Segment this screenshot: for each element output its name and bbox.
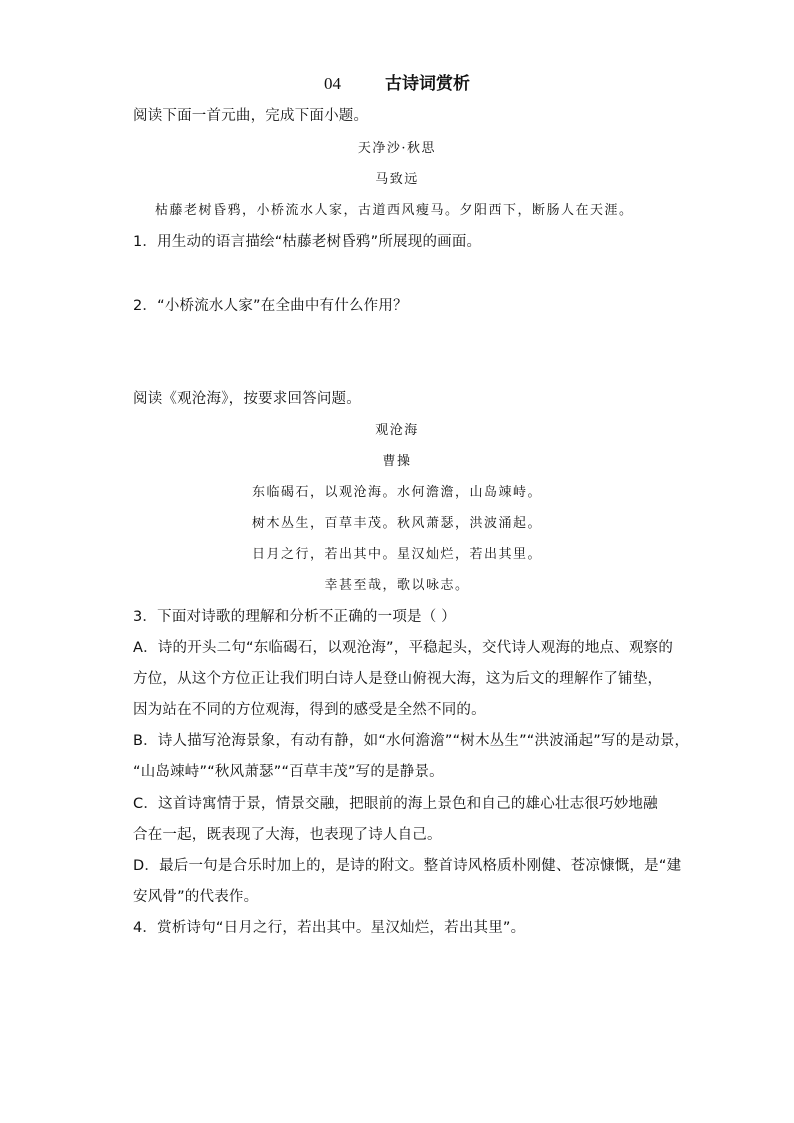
section-title: 古诗词赏析 <box>385 74 470 94</box>
option-a-line: A．诗的开头二句“东临碣石，以观沧海”，平稳起头，交代诗人观海的地点、观察的 <box>133 640 674 656</box>
section2-intro: 阅读《观沧海》，按要求回答问题。 <box>133 391 361 407</box>
option-a-line: 方位，从这个方位正让我们明白诗人是登山俯视大海，这为后文的理解作了铺垫， <box>133 671 663 687</box>
option-d-line: 安风骨”的代表作。 <box>133 889 259 905</box>
question-3: 3．下面对诗歌的理解和分析不正确的一项是（ ） <box>133 609 456 625</box>
option-b-line: B．诗人描写沧海景象，有动有静，如“水何澹澹”“树木丛生”“洪波涌起”写的是动景， <box>133 733 690 749</box>
question-1: 1．用生动的语言描绘“枯藤老树昏鸦”所展现的画面。 <box>133 234 482 250</box>
question-2: 2．“小桥流水人家”在全曲中有什么作用？ <box>133 298 408 314</box>
question-4: 4．赏析诗句“日月之行，若出其中。星汉灿烂，若出其里”。 <box>133 920 526 936</box>
poem2-title: 观沧海 <box>375 423 419 438</box>
page-title <box>0 72 794 96</box>
option-c-line: 合在一起，既表现了大海，也表现了诗人自己。 <box>133 827 442 843</box>
poem2-line: 幸甚至哉，歌以咏志。 <box>324 578 470 593</box>
poem1-title: 天净沙·秋思 <box>357 141 437 156</box>
poem2-author: 曹操 <box>382 454 412 469</box>
poem2-line: 东临碣石，以观沧海。水何澹澹，山岛竦峙。 <box>251 485 542 500</box>
poem1-text: 枯藤老树昏鸦，小桥流水人家，古道西风瘦马。夕阳西下，断肠人在天涯。 <box>155 203 634 218</box>
option-b-line: “山岛竦峙”“秋风萧瑟”“百草丰茂”写的是静景。 <box>133 764 444 780</box>
poem2-line: 日月之行，若出其中。星汉灿烂，若出其里。 <box>251 547 542 562</box>
section-number: 04 <box>324 74 341 93</box>
poem2-line: 树木丛生，百草丰茂。秋风萧瑟，洪波涌起。 <box>251 516 542 531</box>
option-c-line: C．这首诗寓情于景，情景交融，把眼前的海上景色和自己的雄心壮志很巧妙地融 <box>133 796 658 812</box>
option-a-line: 因为站在不同的方位观海，得到的感受是全然不同的。 <box>133 702 486 718</box>
section1-intro: 阅读下面一首元曲，完成下面小题。 <box>133 108 369 124</box>
poem1-author: 马致远 <box>375 172 419 187</box>
option-d-line: D．最后一句是合乐时加上的，是诗的附文。整首诗风格质朴刚健、苍凉慷慨，是“建 <box>133 858 682 874</box>
